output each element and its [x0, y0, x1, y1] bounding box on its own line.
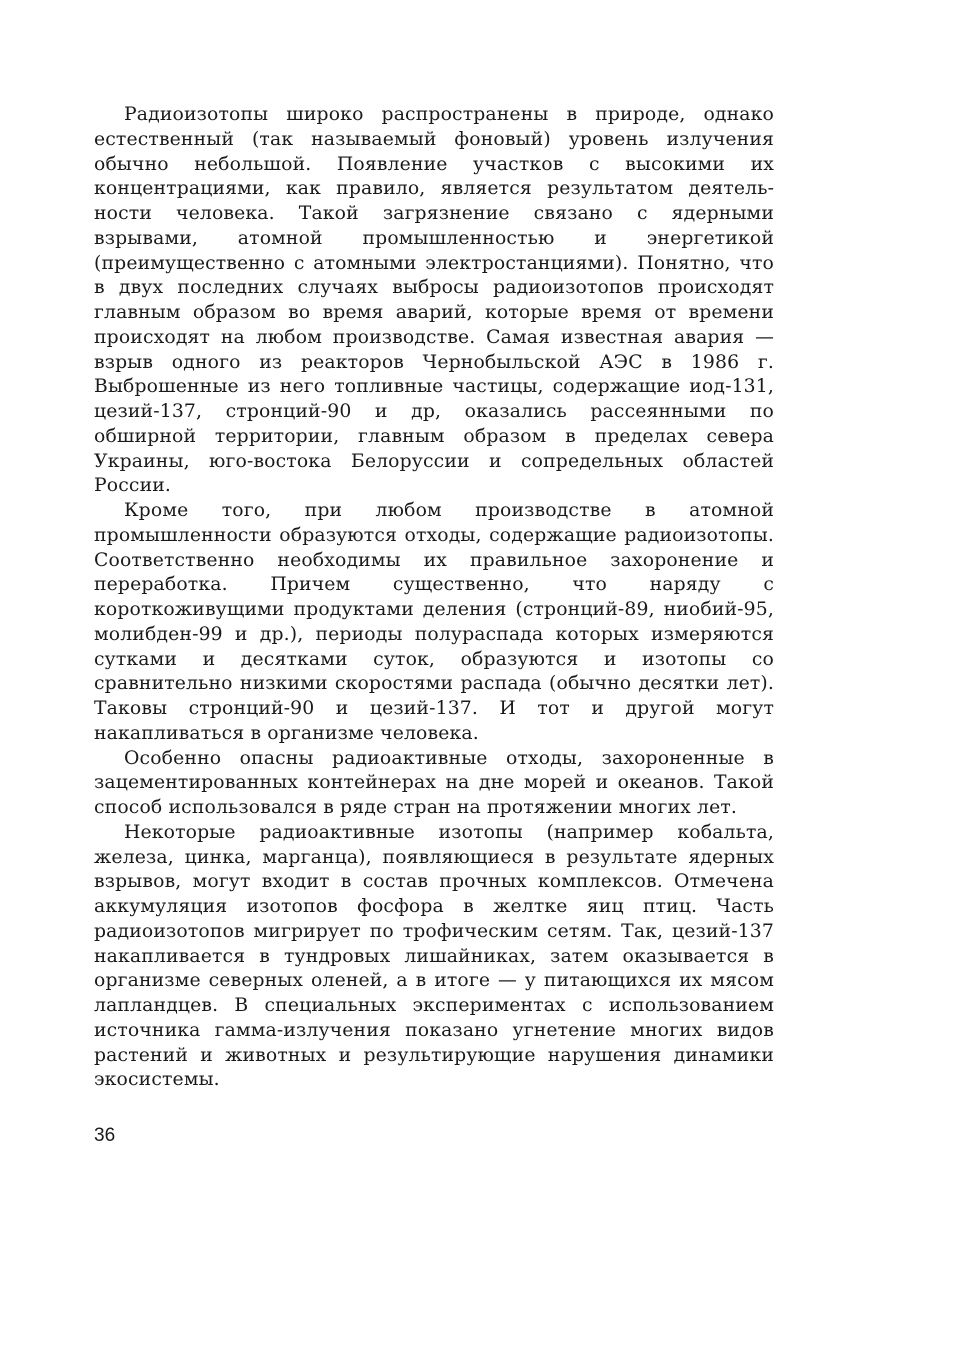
body-text: [94, 103, 774, 1093]
paragraph-nuclear-waste: Кроме того, при любом производстве в атомной промышленности образуются отходы, содержащие радиоизотопы. Соответственно необходимы их правильное захоронение и переработка. Причем существенно, что наряду с короткоживущими продуктами деления (стронций-89, ниобий-95, молибден-99 и др.), периоды полураспада которых измеряются сутками и десятками суток, образуются и изотопы со сравнительно низкими скоростями распада (обычно десятки лет). Таковы стронций-90 и цезий-137. И тот и другой могут накапливаться в организме человека.: [94, 500, 774, 744]
paragraph-radioisotopes-nature: Радиоизотопы широко распространены в природе, однако естественный (так называемый фоновый) уровень излучения обычно небольшой. Появление участков с высокими их концентрациями, как правило, является результатом деятельности человека. Такой загрязнение связано с ядерными взрывами, атомной промышленностью и энергетикой (преимущественно с атомными электростанциями). Понятно, что в двух последних случаях выбросы радиоизотопов происходят главным образом во время аварий, которые время от времени происходят на любом производстве. Самая известная авария — взрыв одного из реакторов Чернобыльской АЭС в 1986 г. Выброшенные из него топливные частицы, содержащие иод-131, цезий-137, стронций-90 и др, оказались рассеянными по обширной территории, главным образом в пределах севера Украины, юго-востока Белоруссии и сопредельных областей России.: [94, 104, 774, 497]
paragraph-sea-disposal: Особенно опасны радиоактивные отходы, захороненные в зацементированных контейнерах на дне морей и океанов. Такой способ использовался в ряде стран на протяжении многих лет.: [94, 747, 774, 818]
page-number: 36: [94, 1125, 116, 1146]
paragraph-trophic-migration: Некоторые радиоактивные изотопы (например кобальта, железа, цинка, марганца), появляющиеся в результате ядерных взрывов, могут входит в состав прочных комплексов. Отмечена аккумуляция изотопов фосфора в желтке яиц птиц. Часть радиоизотопов мигрирует по трофическим сетям. Так, цезий-137 накапливается в тундровых лишайниках, затем оказывается в организме северных оленей, а в итоге — у питающихся их мясом лапландцев. В специальных экспериментах с использованием источника гамма-излучения показано угнетение многих видов растений и животных и результирующие нарушения динамики экосистемы.: [94, 821, 774, 1091]
